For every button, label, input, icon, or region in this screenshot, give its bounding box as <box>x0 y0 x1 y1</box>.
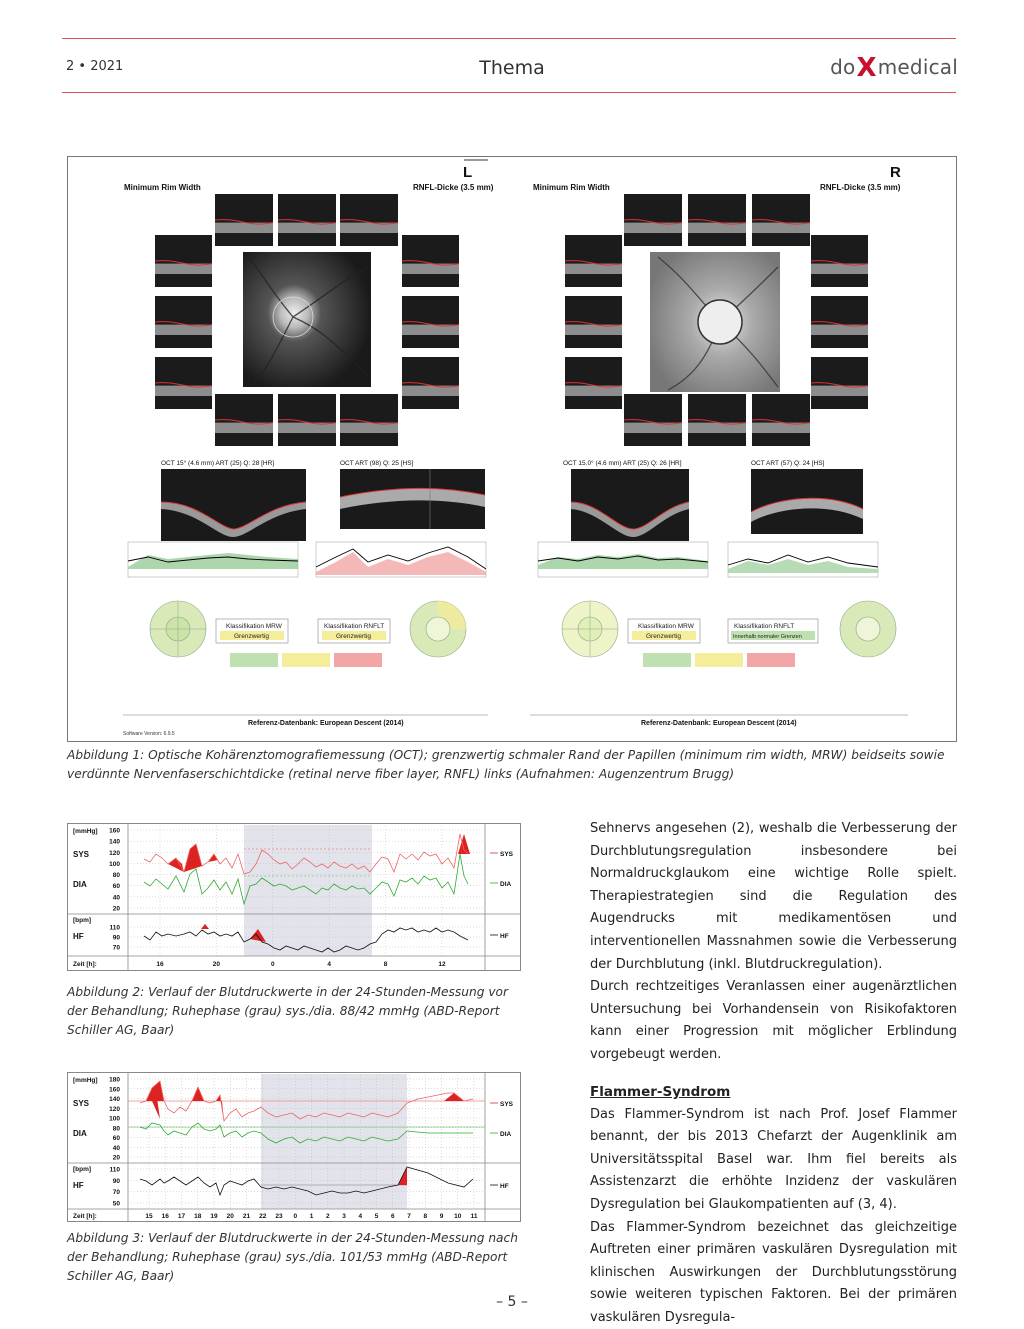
bp-tick-label: 140 <box>109 839 120 846</box>
bp-tick-label: 60 <box>113 883 121 890</box>
hr-tick-label: 110 <box>110 1167 121 1174</box>
time-tick-label: 18 <box>194 1213 202 1220</box>
abd2-label-dia: DIA <box>73 1129 87 1138</box>
left-reference-db: Referenz-Datenbank: European Descent (2014) <box>248 720 404 727</box>
time-tick-label: 11 <box>471 1213 478 1220</box>
time-tick-label: 16 <box>156 961 164 968</box>
time-tick-label: 1 <box>310 1213 314 1220</box>
time-tick-label: 7 <box>407 1213 411 1220</box>
figure1-caption: Abbildung 1: Optische Kohärenztomografiemessung (OCT); grenzwertig schmaler Rand der Papillen (minimum rim width, MRW) beidseits sowie verdünnte Nervenfaserschichtdicke (retinal nerve fiber layer, RNFL) links (Aufnahmen: Augenzentrum Brugg) <box>67 746 955 784</box>
time-tick-label: 15 <box>145 1213 153 1220</box>
body-text-column <box>590 818 957 1329</box>
abd2-legend-dia: DIA <box>500 1131 512 1138</box>
time-tick-label: 6 <box>391 1213 395 1220</box>
logo-suffix: medical <box>878 55 958 79</box>
abd1-unit-bp: [mmHg] <box>73 828 98 835</box>
abd2-legend-hf: HF <box>500 1183 509 1190</box>
abd1-unit-hr: [bpm] <box>73 917 91 924</box>
time-tick-label: 8 <box>423 1213 427 1220</box>
logo-x-mark: X <box>857 53 877 83</box>
body-paragraph-2: Durch rechtzeitiges Veranlassen einer augenärztlichen Untersuchung bei Vorhandensein von Risikofaktoren kann einer Progression mit möglicher Erblindung vorgebeugt werden. <box>590 976 957 1066</box>
bp-tick-label: 80 <box>113 1125 121 1132</box>
bp-tick-label: 100 <box>109 1116 120 1123</box>
bp-tick-label: 40 <box>113 894 121 901</box>
rest-phase-band <box>244 825 372 956</box>
left-class-mrw-title: Klassifikation MRW <box>226 623 283 630</box>
right-reference-db: Referenz-Datenbank: European Descent (2014) <box>641 720 797 727</box>
oct-figure <box>67 156 957 742</box>
hr-tick-label: 110 <box>110 925 121 932</box>
time-tick-label: 2 <box>326 1213 330 1220</box>
left-oct-label-2: OCT ART (98) Q: 25 [HS] <box>340 460 414 467</box>
body-paragraph-1: Sehnervs angesehen (2), weshalb die Verbesserung der Durchblutungsregulation insbesondere bei Normaldruckglaukom eine wichtige Rolle spielt. Therapiestrategien sind die Regulation des Augendrucks mit medikamentösen und interventionellen Massnahmen sowie die Verbesserung der Durchblutung (inkl. Blutdruckregulation). <box>590 818 957 976</box>
abd2-legend-sys: SYS <box>500 1101 514 1108</box>
abd1-label-sys: SYS <box>73 850 90 859</box>
bp-tick-label: 140 <box>109 1096 120 1103</box>
bp-tick-label: 160 <box>109 828 120 835</box>
left-software-version: Software Version: 6.9.5 <box>123 731 175 737</box>
time-tick-label: 19 <box>210 1213 218 1220</box>
body-paragraph-3: Das Flammer-Syndrom ist nach Prof. Josef Flammer benannt, der bis 2013 Chefarzt der Augenklinik am Universitätsspital Basel war. Ihm fiel bereits als Assistenzarzt die erhöhte Inzidenz der vaskulären Dysregulation bei Glaukompatienten auf (3, 4). <box>590 1104 957 1217</box>
right-oct-label-1: OCT 15.0° (4.6 mm) ART (25) Q: 26 [HR] <box>563 459 682 467</box>
time-tick-label: 16 <box>162 1213 170 1220</box>
time-tick-label: 10 <box>454 1213 462 1220</box>
time-tick-label: 23 <box>275 1213 283 1220</box>
logo-prefix: do <box>830 55 855 79</box>
abd1-legend-sys: SYS <box>500 851 514 858</box>
left-fundus-image <box>243 252 371 387</box>
bp-tick-label: 160 <box>109 1086 120 1093</box>
section-heading-flammer: Flammer-Syndrom <box>590 1084 957 1100</box>
figure2-caption: Abbildung 2: Verlauf der Blutdruckwerte in der 24-Stunden-Messung vor der Behandlung; Ruhephase (grau) sys./dia. 88/42 mmHg (ABD-Report Schiller AG, Baar) <box>67 983 527 1040</box>
hr-tick-label: 90 <box>113 935 121 942</box>
abd1-label-dia: DIA <box>73 880 87 889</box>
abd-chart-before <box>67 823 521 971</box>
time-tick-label: 0 <box>271 961 275 968</box>
time-tick-label: 3 <box>342 1213 346 1220</box>
hr-tick-label: 50 <box>113 1201 121 1208</box>
header-top-rule <box>62 38 956 39</box>
time-tick-label: 22 <box>259 1213 267 1220</box>
left-class-mrw-value: Grenzwertig <box>234 633 269 640</box>
time-tick-label: 8 <box>384 961 388 968</box>
left-oct-label-1: OCT 15° (4.6 mm) ART (25) Q: 28 [HR] <box>161 459 274 467</box>
eye-side-right: R <box>890 164 901 181</box>
time-tick-label: 4 <box>358 1213 362 1220</box>
right-class-mrw-value: Grenzwertig <box>646 633 681 640</box>
right-oct-label-2: OCT ART (57) Q: 24 [HS] <box>751 460 825 467</box>
right-class-rnflt-value: Innerhalb normaler Grenzen <box>733 634 802 640</box>
eye-side-left: L <box>463 164 472 181</box>
abd2-unit-hr: [bpm] <box>73 1166 91 1173</box>
right-title-rnfl: RNFL-Dicke (3.5 mm) <box>820 183 901 192</box>
bp-tick-label: 40 <box>113 1145 121 1152</box>
time-tick-label: 21 <box>243 1213 251 1220</box>
page-number: – 5 – <box>0 1294 1024 1310</box>
abd2-label-hf: HF <box>73 1181 84 1190</box>
bp-tick-label: 120 <box>109 1106 120 1113</box>
abd1-legend-hf: HF <box>500 933 509 940</box>
header-bottom-rule <box>62 92 956 93</box>
right-class-rnflt-title: Klassifikation RNFLT <box>734 623 794 630</box>
hr-tick-label: 90 <box>113 1178 121 1185</box>
bp-tick-label: 100 <box>109 861 120 868</box>
bp-tick-label: 20 <box>113 906 121 913</box>
right-class-mrw-title: Klassifikation MRW <box>638 623 695 630</box>
time-tick-label: 4 <box>327 961 331 968</box>
time-tick-label: 9 <box>440 1213 444 1220</box>
left-class-rnflt-value: Grenzwertig <box>336 633 371 640</box>
time-tick-label: 20 <box>213 961 221 968</box>
left-class-rnflt-title: Klassifikation RNFLT <box>324 623 384 630</box>
brand-logo <box>830 51 958 81</box>
time-tick-label: 20 <box>227 1213 235 1220</box>
abd2-unit-bp: [mmHg] <box>73 1077 98 1084</box>
abd2-label-sys: SYS <box>73 1099 90 1108</box>
left-title-mrw: Minimum Rim Width <box>124 183 201 192</box>
bp-tick-label: 60 <box>113 1135 121 1142</box>
abd-chart-after-svg <box>68 1073 520 1221</box>
figure3-caption: Abbildung 3: Verlauf der Blutdruckwerte in der 24-Stunden-Messung nach der Behandlung; Ruhephase (grau) sys./dia. 101/53 mmHg (ABD-Report Schiller AG, Baar) <box>67 1229 527 1286</box>
abd1-label-time: Zeit [h]: <box>73 961 97 968</box>
bp-tick-label: 180 <box>109 1077 120 1084</box>
left-title-rnfl: RNFL-Dicke (3.5 mm) <box>413 183 494 192</box>
body-paragraph-4: Das Flammer-Syndrom bezeichnet das gleichzeitige Auftreten einer primären vaskulären Dysregulation mit klinischen Auswirkungen der Durchblutungsstörung sowie weiteren typischen Faktoren. Bei der primären vaskulären Dysregula- <box>590 1217 957 1329</box>
issue-label: 2 • 2021 <box>66 59 123 74</box>
section-title: Thema <box>0 57 1024 79</box>
time-tick-label: 12 <box>438 961 446 968</box>
abd1-label-hf: HF <box>73 932 84 941</box>
oct-report-svg <box>68 157 956 741</box>
abd-chart-before-svg <box>68 824 520 970</box>
abd1-legend-dia: DIA <box>500 881 512 888</box>
time-tick-label: 17 <box>178 1213 186 1220</box>
time-tick-label: 5 <box>375 1213 379 1220</box>
abd-chart-after <box>67 1072 521 1222</box>
time-tick-label: 0 <box>293 1213 297 1220</box>
bp-tick-label: 80 <box>113 872 121 879</box>
abd2-label-time: Zeit [h]: <box>73 1213 97 1220</box>
hr-tick-label: 70 <box>113 945 121 952</box>
right-title-mrw: Minimum Rim Width <box>533 183 610 192</box>
bp-tick-label: 20 <box>113 1155 121 1162</box>
hr-tick-label: 70 <box>113 1189 121 1196</box>
bp-tick-label: 120 <box>109 850 120 857</box>
